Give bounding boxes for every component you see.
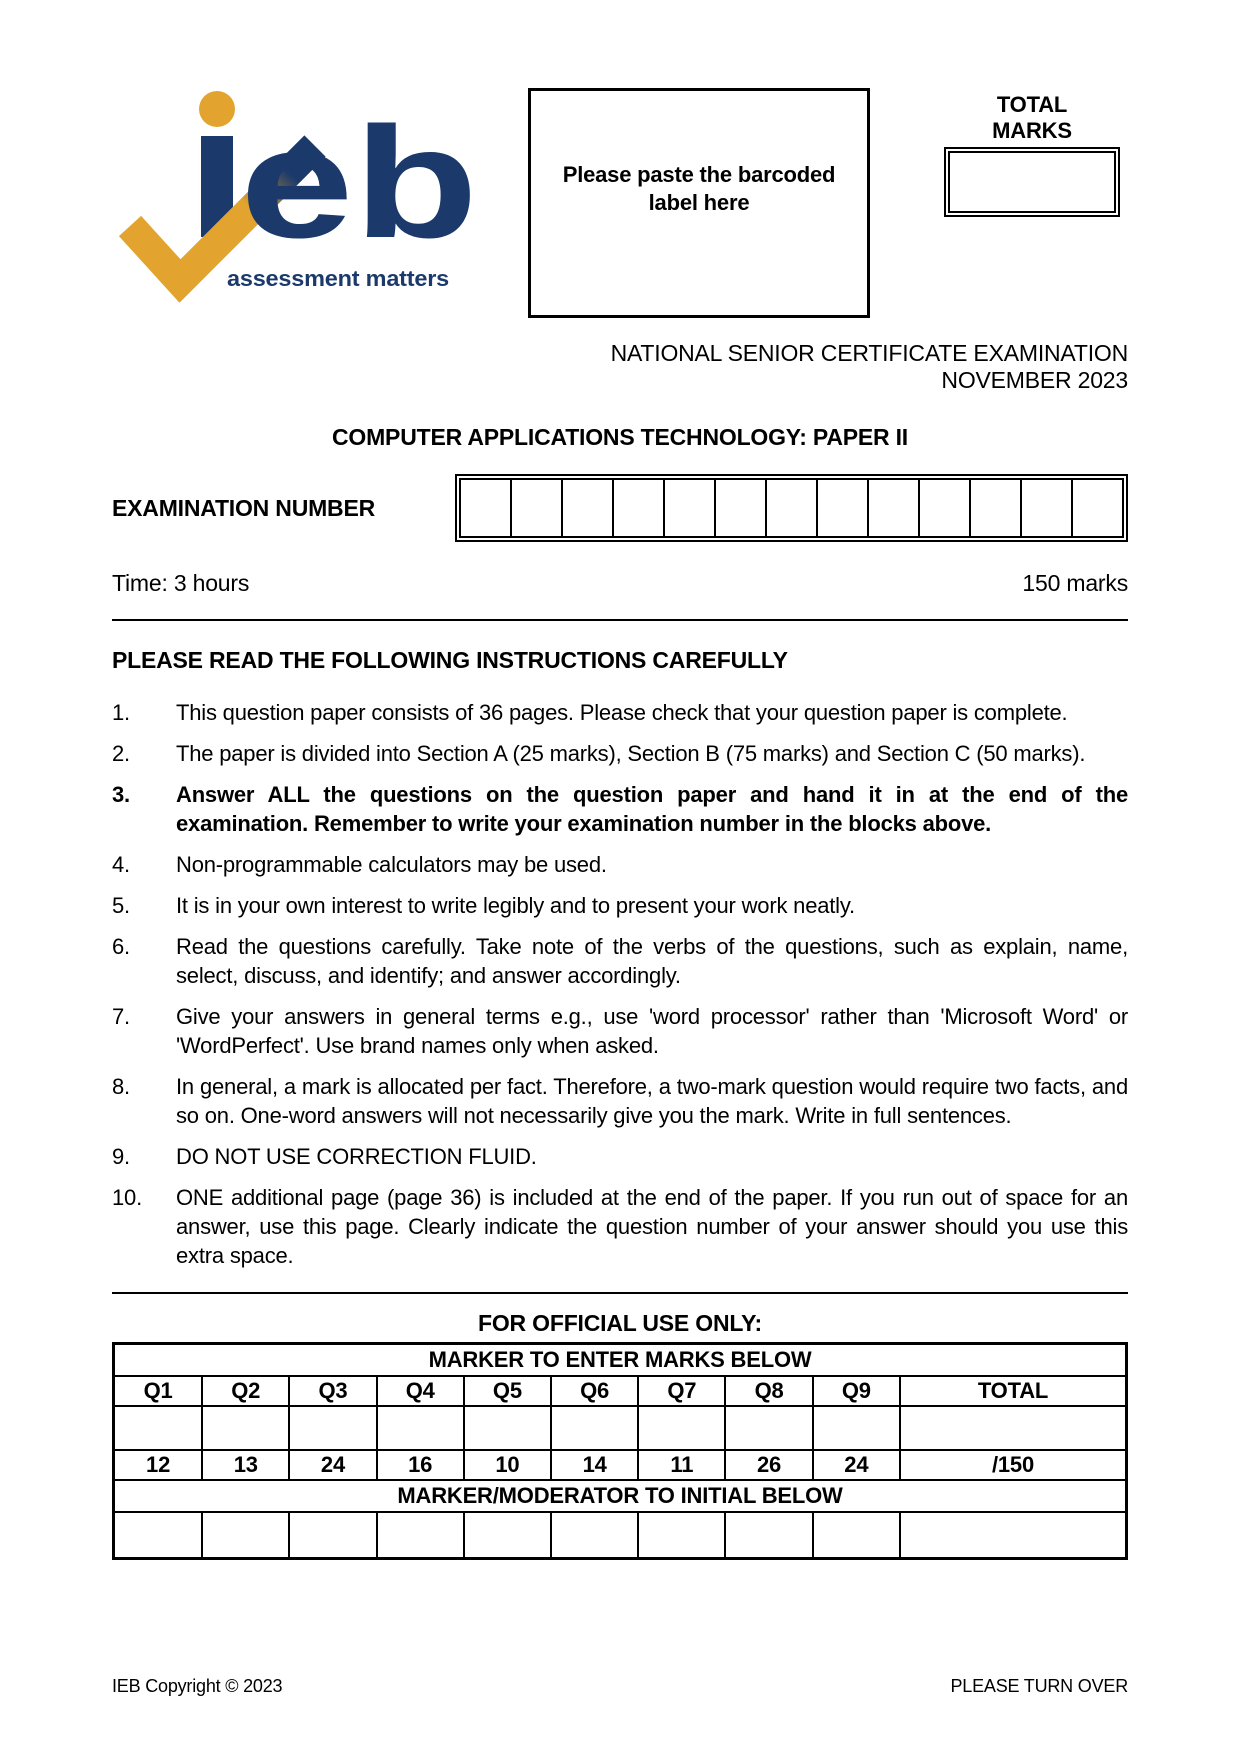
instruction-text: Read the questions carefully. Take note of the verbs of the questions, such as explain, name, select, discuss, and identify; and answer accordingly. [176, 934, 1128, 988]
ieb-logo [110, 76, 490, 324]
max-mark-q7: 11 [638, 1450, 725, 1480]
instruction-number: 10. [112, 1185, 142, 1210]
instruction-item [112, 1002, 1128, 1060]
divider-rule-official [112, 1292, 1128, 1294]
instruction-text: Non-programmable calculators may be used. [176, 852, 607, 877]
exam-session: NOVEMBER 2023 [941, 367, 1128, 393]
instruction-number: 9. [112, 1144, 130, 1169]
exam-name: NATIONAL SENIOR CERTIFICATE EXAMINATION [610, 340, 1128, 366]
instruction-text: The paper is divided into Section A (25 marks), Section B (75 marks) and Section C (50 marks). [176, 741, 1086, 766]
col-header-total: TOTAL [900, 1376, 1127, 1406]
divider-rule-top [112, 619, 1128, 621]
exam-number-grid [455, 474, 1128, 542]
logo-tagline: assessment matters [227, 266, 449, 291]
copyright-text: IEB Copyright © 2023 [112, 1676, 283, 1696]
instructions-heading: PLEASE READ THE FOLLOWING INSTRUCTIONS CAREFULLY [112, 647, 788, 673]
barcode-label-text: Please paste the barcoded label here [562, 162, 836, 215]
time-allowed: Time: 3 hours [112, 570, 250, 596]
total-marks-label [944, 92, 1120, 144]
instruction-number: 1. [112, 700, 130, 725]
exam-title-block [112, 340, 1128, 394]
instruction-number: 6. [112, 934, 130, 959]
header-zone [112, 0, 1128, 340]
instruction-item [112, 1142, 1128, 1171]
official-use-heading: FOR OFFICIAL USE ONLY: [478, 1310, 762, 1336]
exam-number-cell[interactable] [1021, 479, 1072, 537]
max-mark-q8: 26 [725, 1450, 812, 1480]
logo-i-dot [199, 91, 235, 127]
exam-number-cell[interactable] [613, 479, 664, 537]
instruction-number: 2. [112, 741, 130, 766]
instruction-text: ONE additional page (page 36) is included at the end of the paper. If you run out of space for an answer, use this page. Clearly indicate the question number of your answer should you use this extra space. [176, 1185, 1128, 1268]
max-marks-row [114, 1450, 1127, 1480]
col-header-q4: Q4 [377, 1376, 464, 1406]
marks-entry-cell[interactable] [114, 1406, 203, 1450]
initials-entry-total-cell[interactable] [900, 1512, 1127, 1559]
col-header-q2: Q2 [202, 1376, 289, 1406]
max-mark-q3: 24 [289, 1450, 376, 1480]
col-header-q9: Q9 [813, 1376, 900, 1406]
initials-entry-cell[interactable] [638, 1512, 725, 1559]
page-footer [112, 1676, 1128, 1697]
initials-entry-cell[interactable] [551, 1512, 638, 1559]
initials-entry-cell[interactable] [725, 1512, 812, 1559]
total-marks [944, 92, 1120, 217]
col-header-q8: Q8 [725, 1376, 812, 1406]
marks-entry-cell[interactable] [202, 1406, 289, 1450]
instruction-text: In general, a mark is allocated per fact. Therefore, a two-mark question would require two facts, and so on. One-word answers will not necessarily give you the mark. Write in full sentences. [176, 1074, 1128, 1128]
total-mark-count: 150 marks [1022, 570, 1128, 596]
barcode-label-box[interactable] [528, 88, 870, 318]
total-marks-box-inner [948, 151, 1116, 213]
total-marks-box[interactable] [944, 147, 1120, 217]
marks-entry-total-cell[interactable] [900, 1406, 1127, 1450]
initials-entry-cell[interactable] [289, 1512, 376, 1559]
instruction-text: It is in your own interest to write legibly and to present your work neatly. [176, 893, 855, 918]
col-header-q1: Q1 [114, 1376, 203, 1406]
instructions-list [112, 698, 1128, 1270]
exam-number-cell[interactable] [1072, 479, 1123, 537]
total-marks-line2: MARKS [992, 118, 1072, 143]
max-mark-q4: 16 [377, 1450, 464, 1480]
marks-entry-cell[interactable] [813, 1406, 900, 1450]
exam-number-cell[interactable] [511, 479, 562, 537]
instruction-item [112, 932, 1128, 990]
marker-band-row [114, 1344, 1127, 1377]
max-mark-q1: 12 [114, 1450, 203, 1480]
exam-number-cell[interactable] [766, 479, 817, 537]
instruction-number: 7. [112, 1004, 130, 1029]
turn-over-text: PLEASE TURN OVER [950, 1676, 1128, 1696]
initials-entry-cell[interactable] [464, 1512, 551, 1559]
marks-entry-cell[interactable] [289, 1406, 376, 1450]
exam-number-cell[interactable] [970, 479, 1021, 537]
time-marks-row [112, 570, 1128, 597]
marks-entry-cell[interactable] [725, 1406, 812, 1450]
marks-entry-row [114, 1406, 1127, 1450]
exam-number-label: EXAMINATION NUMBER [112, 494, 376, 521]
instruction-text: Answer ALL the questions on the question paper and hand it in at the end of the examination. Remember to write your examination number in the blocks above. [176, 782, 1128, 836]
instruction-number: 3. [112, 782, 130, 807]
col-header-q5: Q5 [464, 1376, 551, 1406]
exam-number-cells [460, 479, 1123, 537]
exam-number-cell[interactable] [460, 479, 511, 537]
total-marks-line1: TOTAL [996, 92, 1068, 117]
marks-table [112, 1342, 1128, 1560]
instruction-item [112, 1072, 1128, 1130]
col-header-q7: Q7 [638, 1376, 725, 1406]
initials-entry-cell[interactable] [114, 1512, 203, 1559]
exam-number-cell[interactable] [664, 479, 715, 537]
col-header-q3: Q3 [289, 1376, 376, 1406]
exam-number-cell[interactable] [715, 479, 766, 537]
max-mark-q5: 10 [464, 1450, 551, 1480]
initials-entry-cell[interactable] [813, 1512, 900, 1559]
instruction-text: This question paper consists of 36 pages. Please check that your question paper is complete. [176, 700, 1068, 725]
instruction-number: 4. [112, 852, 130, 877]
logo-letters: eb [240, 95, 478, 271]
max-mark-q6: 14 [551, 1450, 638, 1480]
marks-entry-cell[interactable] [377, 1406, 464, 1450]
instruction-item [112, 739, 1128, 768]
exam-number-cell[interactable] [868, 479, 919, 537]
instruction-text: DO NOT USE CORRECTION FLUID. [176, 1144, 537, 1169]
paper-title: COMPUTER APPLICATIONS TECHNOLOGY: PAPER II [332, 424, 908, 450]
initials-entry-cell[interactable] [377, 1512, 464, 1559]
instruction-item [112, 891, 1128, 920]
marks-entry-cell[interactable] [638, 1406, 725, 1450]
initials-entry-cell[interactable] [202, 1512, 289, 1559]
instruction-item [112, 850, 1128, 879]
marks-entry-cell[interactable] [464, 1406, 551, 1450]
initial-band-label: MARKER/MODERATOR TO INITIAL BELOW [114, 1480, 1127, 1512]
initial-band-row [114, 1480, 1127, 1512]
max-mark-total: /150 [900, 1450, 1127, 1480]
exam-number-cell[interactable] [562, 479, 613, 537]
instruction-item [112, 698, 1128, 727]
instruction-item [112, 1183, 1128, 1270]
instruction-number: 8. [112, 1074, 130, 1099]
exam-number-cell[interactable] [817, 479, 868, 537]
marker-band-label: MARKER TO ENTER MARKS BELOW [114, 1344, 1127, 1377]
instruction-item [112, 780, 1128, 838]
ieb-logo-icon [110, 76, 490, 324]
instruction-number: 5. [112, 893, 130, 918]
exam-number-row [112, 474, 1128, 542]
max-mark-q2: 13 [202, 1450, 289, 1480]
col-header-q6: Q6 [551, 1376, 638, 1406]
exam-number-cell[interactable] [919, 479, 970, 537]
max-mark-q9: 24 [813, 1450, 900, 1480]
marks-entry-cell[interactable] [551, 1406, 638, 1450]
initials-entry-row [114, 1512, 1127, 1559]
question-header-row [114, 1376, 1127, 1406]
instruction-text: Give your answers in general terms e.g., use 'word processor' rather than 'Microsoft Word' or 'WordPerfect'. Use brand names only when asked. [176, 1004, 1128, 1058]
